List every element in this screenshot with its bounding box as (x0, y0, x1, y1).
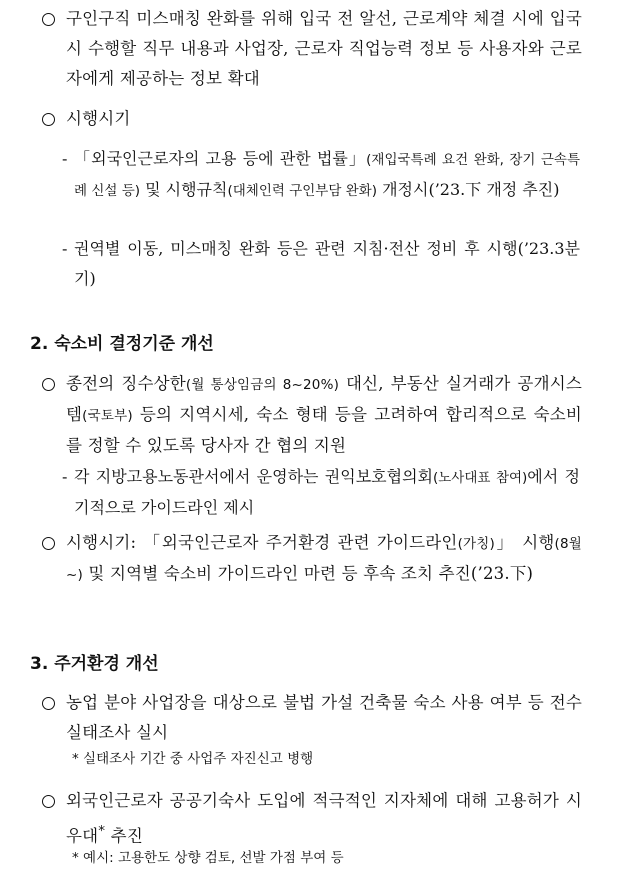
footnote: * 실태조사 기간 중 사업주 자진신고 병행 (72, 751, 314, 767)
sub-item-text (62, 144, 580, 206)
text-fragment: (노사대표 참여) (432, 470, 528, 486)
bullet-info-expansion (42, 4, 582, 94)
text-fragment: (가칭) (457, 536, 495, 552)
text-fragment: 및 시행규칙 (140, 180, 228, 199)
dash-marker: - (62, 239, 68, 258)
text-fragment: 및 지역별 숙소비 가이드라인 마련 등 후속 조치 추진(’23.下) (82, 564, 534, 583)
bullet-implementation-period (42, 104, 582, 134)
sub-item-text: 권역별 이동, 미스매칭 완화 등은 관련 지침·전산 정비 후 시행(’23.3분기) (74, 239, 580, 288)
sub-item-council (62, 462, 580, 523)
circle-bullet-icon (42, 537, 55, 550)
bullet-text (42, 369, 582, 461)
law-title: 「외국인근로자의 고용 등에 관한 법률」 (74, 149, 367, 168)
circle-bullet-icon (42, 378, 55, 391)
text-fragment: 에서 정기적으로 가이드라인 제시 (74, 467, 580, 517)
dash-marker: - (62, 149, 68, 168)
bullet-text (42, 528, 582, 590)
bullet-guideline-schedule (42, 528, 582, 590)
text-fragment: (8월~) (66, 536, 582, 583)
text-fragment: 추진 (105, 826, 143, 846)
section-heading: 3. 주거환경 개선 (30, 654, 159, 674)
sub-item-text (62, 462, 580, 523)
bullet-accommodation-fee (42, 369, 582, 461)
text-fragment: (월 통상임금의 8~20%) (185, 377, 340, 393)
bullet-text: 시행시기 (66, 109, 131, 128)
text-fragment: 시행시기: 「외국인근로자 주거환경 관련 가이드라인 (66, 533, 458, 552)
bullet-text: 농업 분야 사업장을 대상으로 불법 가설 건축물 숙소 사용 여부 등 전수 실태조사 실시 (66, 693, 582, 742)
text-fragment: 」 시행 (495, 533, 555, 552)
text-fragment: 각 지방고용노동관서에서 운영하는 권익보호협의회 (74, 467, 433, 486)
bullet-public-dormitory (42, 786, 582, 852)
sub-item-law-revision (62, 144, 580, 206)
text-fragment: (국토부) (82, 408, 133, 424)
text-fragment: 대신, 부동산 실거래가 공개시스템 (66, 374, 582, 424)
circle-bullet-icon (42, 697, 55, 710)
bullet-text (42, 786, 582, 852)
circle-bullet-icon (42, 113, 55, 126)
rule-detail: (대체인력 구인부담 완화) (227, 183, 377, 199)
text-fragment: 종전의 징수상한 (66, 374, 186, 393)
footnote: * 예시: 고용한도 상향 검토, 선발 가점 부여 등 (72, 850, 344, 866)
bullet-survey (42, 688, 582, 748)
text-fragment: 등의 지역시세, 숙소 형태 등을 고려하여 합리적으로 숙소비를 정할 수 있도록 당사자 간 협의 지원 (66, 405, 582, 455)
dash-marker: - (62, 467, 68, 486)
law-detail: (재입국특례 요건 완화, 장기 근속특례 신설 등) (74, 152, 581, 199)
circle-bullet-icon (42, 13, 55, 26)
footnote-marker: * (98, 823, 106, 839)
section-heading: 2. 숙소비 결정기준 개선 (30, 334, 214, 354)
sub-item-guideline (62, 234, 580, 294)
text-fragment: 외국인근로자 공공기숙사 도입에 적극적인 지자체에 대해 고용허가 시 우대 (66, 791, 582, 846)
bullet-text: 구인구직 미스매칭 완화를 위해 입국 전 알선, 근로계약 체결 시에 입국 시 수행할 직무 내용과 사업장, 근로자 직업능력 정보 등 사용자와 근로자에게 제공하는 정보 확대 (66, 9, 582, 88)
circle-bullet-icon (42, 795, 55, 808)
text-fragment: 개정시(’23.下 개정 추진) (377, 180, 560, 199)
